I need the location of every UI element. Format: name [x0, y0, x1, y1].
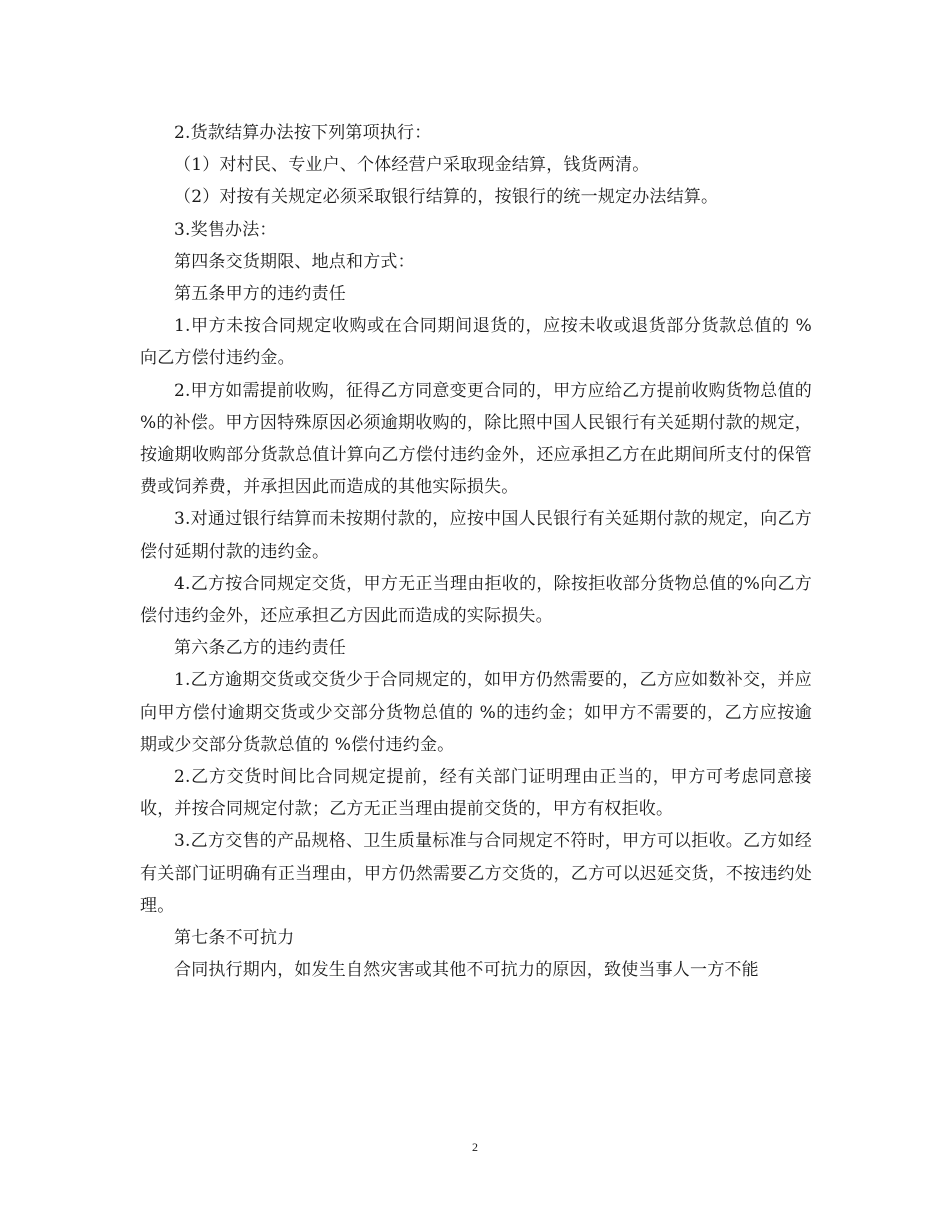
- article-5-clause-4: 4.乙方按合同规定交货，甲方无正当理由拒收的，除按拒收部分货物总值的%向乙方偿付违约金外，还应承担乙方因此而造成的实际损失。: [140, 573, 812, 627]
- article-5-clause-1: 1.甲方未按合同规定收购或在合同期间退货的，应按未收或退货部分货款总值的 %向乙方偿付违约金。: [140, 316, 812, 369]
- article-5-clause-2: 2.甲方如需提前收购，征得乙方同意变更合同的，甲方应给乙方提前收购货物总值的 %的补偿。甲方因特殊原因必须逾期收购的，除比照中国人民银行有关延期付款的规定，按逾期收购部分货款总值计算向乙方偿付违约金外，还应承担乙方在此期间所支付的保管费或饲养费，并承担因此而造成的其他实际损失。: [140, 380, 812, 498]
- article-7-heading: 第七条不可抗力: [174, 928, 295, 949]
- article-6-clause-2: 2.乙方交货时间比合同规定提前，经有关部门证明理由正当的，甲方可考虑同意接收，并按合同规定付款；乙方无正当理由提前交货的，甲方有权拒收。: [140, 767, 812, 820]
- article-5-clause-3: 3.对通过银行结算而未按期付款的，应按中国人民银行有关延期付款的规定，向乙方偿付延期付款的违约金。: [140, 509, 812, 562]
- page-number: 2: [472, 1140, 478, 1154]
- paragraph-cash-settlement: （1）对村民、专业户、个体经营户采取现金结算，钱货两清。: [174, 155, 650, 176]
- paragraph-bank-settlement: （2）对按有关规定必须采取银行结算的，按银行的统一规定办法结算。: [174, 187, 719, 208]
- paragraph-payment-method: 2.货款结算办法按下列第项执行：: [174, 123, 432, 143]
- article-6-clause-3: 3.乙方交售的产品规格、卫生质量标准与合同规定不符时，甲方可以拒收。乙方如经有关部门证明确有正当理由，甲方仍然需要乙方交货的，乙方可以迟延交货，不按违约处理。: [140, 831, 812, 916]
- paragraph-incentive-method: 3.奖售办法：: [174, 219, 277, 240]
- article-5-heading: 第五条甲方的违约责任: [174, 284, 346, 305]
- article-7-body: 合同执行期内，如发生自然灾害或其他不可抗力的原因，致使当事人一方不能: [174, 960, 759, 981]
- document-body: [140, 117, 812, 986]
- article-6-clause-1: 1.乙方逾期交货或交货少于合同规定的，如甲方仍然需要的，乙方应如数补交，并应向甲方偿付逾期交货或少交部分货物总值的 %的违约金；如甲方不需要的，乙方应按逾期或少交部分货款总值的 %偿付违约金。: [140, 670, 812, 755]
- article-6-heading: 第六条乙方的违约责任: [174, 638, 346, 659]
- article-4-heading: 第四条交货期限、地点和方式：: [174, 251, 415, 272]
